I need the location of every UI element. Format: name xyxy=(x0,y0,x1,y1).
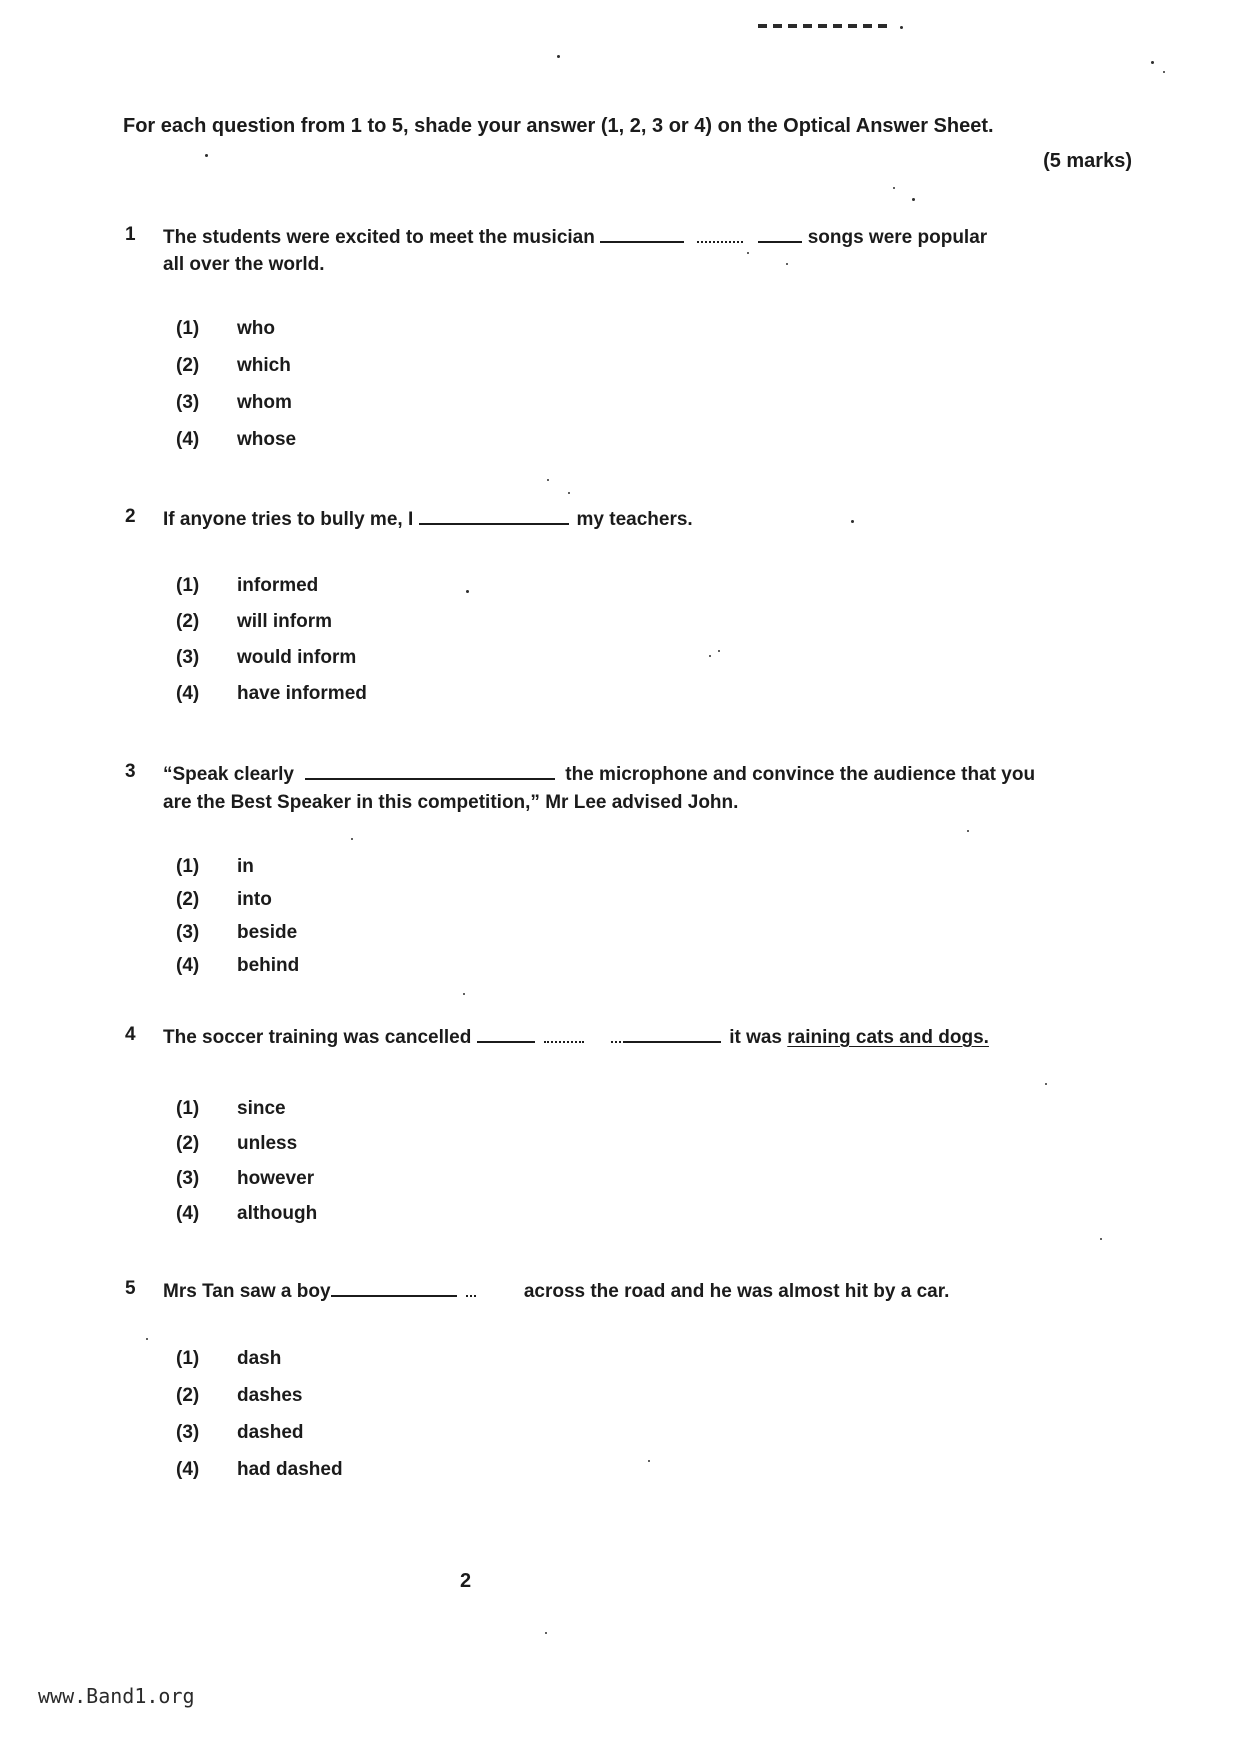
option-text: whom xyxy=(237,392,292,413)
question-stem: If anyone tries to bully me, I my teachers. xyxy=(163,509,693,530)
option-text: dashed xyxy=(237,1422,304,1443)
option-row xyxy=(176,429,296,453)
option-label: (3) xyxy=(176,392,200,413)
answer-blank xyxy=(419,509,569,525)
option-label: (2) xyxy=(176,355,200,376)
answer-blank xyxy=(544,1027,584,1043)
option-label: (4) xyxy=(176,683,200,704)
option-text: although xyxy=(237,1203,318,1224)
option-label: (3) xyxy=(176,922,200,943)
scan-dash-artifact xyxy=(758,24,892,28)
option-text: have informed xyxy=(237,683,367,704)
question-stem-line2: are the Best Speaker in this competition,” Mr Lee advised John. xyxy=(163,792,739,813)
instruction-text: For each question from 1 to 5, shade your answer (1, 2, 3 or 4) on the Optical Answer Sheet. xyxy=(123,115,994,137)
option-label: (4) xyxy=(176,429,200,450)
option-row xyxy=(176,889,299,913)
option-label: (1) xyxy=(176,318,200,339)
option-row xyxy=(176,1348,343,1372)
option-label: (4) xyxy=(176,1203,200,1224)
option-row xyxy=(176,1133,317,1157)
answer-blank xyxy=(625,1027,721,1043)
option-row xyxy=(176,955,299,979)
option-text: whose xyxy=(237,429,297,450)
option-row xyxy=(176,575,367,599)
answer-blank xyxy=(600,227,684,243)
option-row xyxy=(176,1098,317,1122)
option-row xyxy=(176,1168,317,1192)
option-row xyxy=(176,647,367,671)
option-text: dashes xyxy=(237,1385,303,1406)
option-label: (1) xyxy=(176,575,200,596)
answer-blank xyxy=(758,227,802,243)
option-label: (3) xyxy=(176,1422,200,1443)
option-row xyxy=(176,392,296,416)
option-row xyxy=(176,1422,343,1446)
option-text: into xyxy=(237,889,272,910)
option-label: (1) xyxy=(176,1098,200,1119)
option-text: dash xyxy=(237,1348,282,1369)
option-label: (2) xyxy=(176,611,200,632)
option-text: will inform xyxy=(237,611,332,632)
option-row xyxy=(176,1385,343,1409)
option-row xyxy=(176,683,367,707)
option-text: since xyxy=(237,1098,286,1119)
option-text: had dashed xyxy=(237,1459,343,1480)
question-stem: “Speak clearly the microphone and convince the audience that you xyxy=(163,764,1036,785)
option-text: who xyxy=(237,318,275,339)
option-row xyxy=(176,1459,343,1483)
marks-text: (5 marks) xyxy=(1043,150,1132,172)
underlined-phrase: raining cats and dogs. xyxy=(787,1027,989,1048)
option-text: unless xyxy=(237,1133,298,1154)
option-label: (1) xyxy=(176,856,200,877)
options-list xyxy=(176,1348,343,1483)
option-row xyxy=(176,611,367,635)
option-label: (2) xyxy=(176,889,200,910)
answer-blank xyxy=(697,227,743,243)
question-stem-line2: all over the world. xyxy=(163,254,325,275)
question-stem: Mrs Tan saw a boy across the road and he was almost hit by a car. xyxy=(163,1281,950,1302)
answer-blank xyxy=(477,1027,535,1043)
question-number: 3 xyxy=(125,761,136,782)
option-row xyxy=(176,922,299,946)
question-stem: The students were excited to meet the musician songs were popular xyxy=(163,227,988,248)
question-number: 1 xyxy=(125,224,136,245)
option-text: beside xyxy=(237,922,298,943)
answer-blank xyxy=(466,1281,476,1297)
option-text: which xyxy=(237,355,291,376)
options-list xyxy=(176,1098,317,1227)
options-list xyxy=(176,318,296,453)
option-label: (2) xyxy=(176,1385,200,1406)
option-label: (3) xyxy=(176,1168,200,1189)
option-text: in xyxy=(237,856,254,877)
page-number: 2 xyxy=(460,1570,472,1592)
options-list xyxy=(176,575,367,707)
option-text: informed xyxy=(237,575,319,596)
question-number: 4 xyxy=(125,1024,136,1045)
options-list xyxy=(176,856,299,979)
option-label: (4) xyxy=(176,955,200,976)
question-number: 2 xyxy=(125,506,136,527)
option-label: (1) xyxy=(176,1348,200,1369)
option-row xyxy=(176,856,299,880)
option-row xyxy=(176,318,296,342)
option-text: behind xyxy=(237,955,300,976)
option-row xyxy=(176,355,296,379)
question-stem: The soccer training was cancelled it was raining cats and dogs. xyxy=(163,1027,989,1048)
option-row xyxy=(176,1203,317,1227)
question-number: 5 xyxy=(125,1278,136,1299)
answer-blank xyxy=(331,1281,457,1297)
option-label: (3) xyxy=(176,647,200,668)
answer-blank xyxy=(305,764,555,780)
option-text: however xyxy=(237,1168,315,1189)
option-label: (4) xyxy=(176,1459,200,1480)
option-label: (2) xyxy=(176,1133,200,1154)
answer-blank xyxy=(611,1027,625,1043)
watermark-text: www.Band1.org xyxy=(38,1684,195,1708)
option-text: would inform xyxy=(237,647,357,668)
